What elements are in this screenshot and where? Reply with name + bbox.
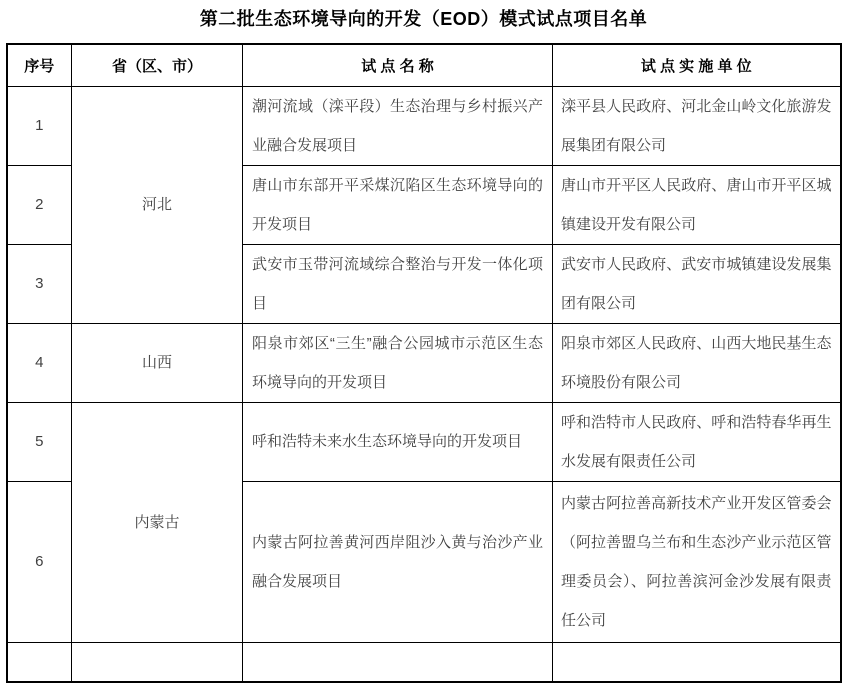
cell-serial: 5 — [7, 402, 72, 481]
cell-serial: 3 — [7, 244, 72, 323]
cell-project-name: 唐山市东部开平采煤沉陷区生态环境导向的开发项目 — [243, 165, 553, 244]
cell-serial: 2 — [7, 165, 72, 244]
cell-project-name: 潮河流域（滦平段）生态治理与乡村振兴产业融合发展项目 — [243, 86, 553, 165]
cell-province-hebei: 河北 — [72, 86, 243, 323]
projects-table — [6, 43, 842, 683]
cell-implementing-unit: 滦平县人民政府、河北金山岭文化旅游发展集团有限公司 — [553, 86, 841, 165]
header-cell-project: 试 点 名 称 — [243, 44, 553, 86]
cell-project-name: 呼和浩特未来水生态环境导向的开发项目 — [243, 402, 553, 481]
header-cell-unit: 试 点 实 施 单 位 — [553, 44, 841, 86]
cell-project-name: 阳泉市郊区“三生”融合公园城市示范区生态环境导向的开发项目 — [243, 323, 553, 402]
cell-serial: 1 — [7, 86, 72, 165]
cell-implementing-unit: 武安市人民政府、武安市城镇建设发展集团有限公司 — [553, 244, 841, 323]
header-cell-serial: 序号 — [7, 44, 72, 86]
cell-empty — [72, 642, 243, 682]
cell-serial: 4 — [7, 323, 72, 402]
cell-implementing-unit: 唐山市开平区人民政府、唐山市开平区城镇建设开发有限公司 — [553, 165, 841, 244]
table-row — [7, 86, 841, 165]
header-cell-province: 省（区、市） — [72, 44, 243, 86]
cell-implementing-unit: 呼和浩特市人民政府、呼和浩特春华再生水发展有限责任公司 — [553, 402, 841, 481]
page-title: 第二批生态环境导向的开发（EOD）模式试点项目名单 — [199, 9, 648, 29]
table-row-partial — [7, 642, 841, 682]
cell-implementing-unit: 阳泉市郊区人民政府、山西大地民基生态环境股份有限公司 — [553, 323, 841, 402]
table-row — [7, 402, 841, 481]
cell-project-name: 内蒙古阿拉善黄河西岸阻沙入黄与治沙产业融合发展项目 — [243, 481, 553, 642]
cell-serial: 6 — [7, 481, 72, 642]
header-row — [7, 44, 841, 86]
cell-province-neimenggu: 内蒙古 — [72, 402, 243, 642]
table-row — [7, 323, 841, 402]
cell-empty — [243, 642, 553, 682]
cell-empty — [7, 642, 72, 682]
cell-implementing-unit: 内蒙古阿拉善高新技术产业开发区管委会（阿拉善盟乌兰布和生态沙产业示范区管理委员会）、阿拉善滨河金沙发展有限责任公司 — [553, 481, 841, 642]
cell-empty — [553, 642, 841, 682]
cell-province-shanxi: 山西 — [72, 323, 243, 402]
cell-project-name: 武安市玉带河流域综合整治与开发一体化项目 — [243, 244, 553, 323]
